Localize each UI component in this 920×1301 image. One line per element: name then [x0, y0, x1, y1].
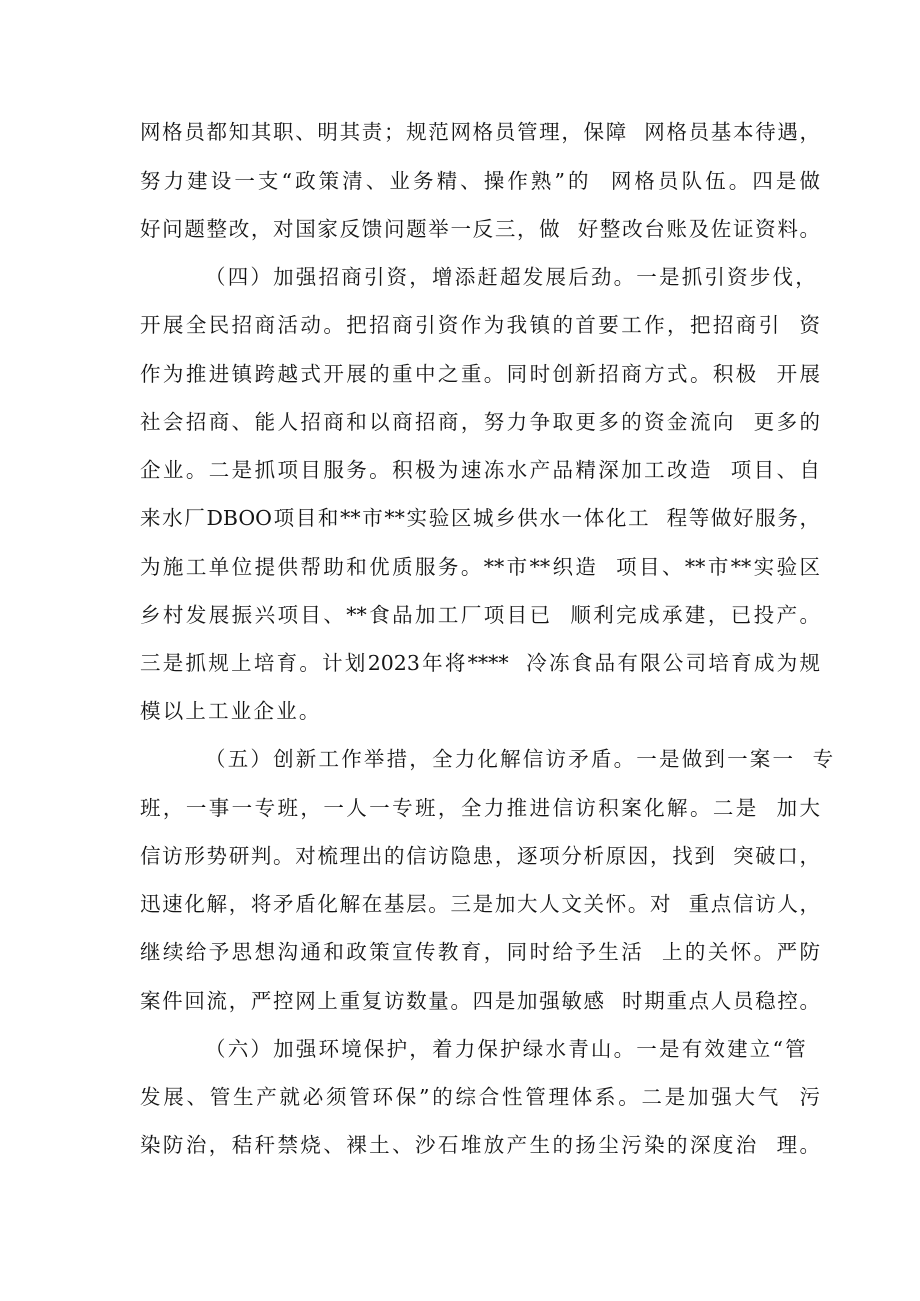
text-line: 染防治，秸秆禁烧、裸土、沙石堆放产生的扬尘污染的深度治 理。	[140, 1133, 820, 1157]
text-line: 为施工单位提供帮助和优质服务。**市**织造 项目、**市**实验区	[140, 555, 820, 579]
text-line: 班，一事一专班，一人一专班，全力推进信访积案化解。二是 加大	[140, 796, 820, 820]
section-heading-line: （六）加强环境保护，着力保护绿水青山。一是有效建立“管	[205, 1037, 808, 1061]
text-line: 模以上工业企业。	[140, 699, 322, 723]
text-line: 乡村发展振兴项目、**食品加工厂项目已 顺利完成承建，已投产。	[140, 603, 820, 627]
text-line: 信访形势研判。对梳理出的信访隐患，逐项分析原因，找到 突破口，	[140, 844, 820, 868]
text-line: 网格员都知其职、明其责；规范网格员管理，保障 网格员基本待遇，	[140, 120, 820, 144]
section-heading-line: （五）创新工作举措，全力化解信访矛盾。一是做到一案一 专	[205, 747, 836, 771]
text-line: 三是抓规上培育。计划2023年将**** 冷冻食品有限公司培育成为规	[140, 651, 820, 675]
text-line: 案件回流，严控网上重复访数量。四是加强敏感 时期重点人员稳控。	[140, 989, 820, 1013]
section-heading-line: （四）加强招商引资，增添赶超发展后劲。一是抓引资步伐，	[205, 265, 818, 289]
text-line: 继续给予思想沟通和政策宣传教育，同时给予生活 上的关怀。严防	[140, 940, 820, 964]
text-line: 好问题整改，对国家反馈问题举一反三，做 好整改台账及佐证资料。	[140, 217, 820, 241]
text-line: 开展全民招商活动。把招商引资作为我镇的首要工作，把招商引 资	[140, 313, 820, 337]
text-line: 迅速化解，将矛盾化解在基层。三是加大人文关怀。对 重点信访人，	[140, 892, 820, 916]
text-line: 来水厂DBOO项目和**市**实验区城乡供水一体化工 程等做好服务，	[140, 506, 820, 530]
text-line: 社会招商、能人招商和以商招商，努力争取更多的资金流向 更多的	[140, 410, 820, 434]
text-line: 努力建设一支“政策清、业务精、操作熟”的 网格员队伍。四是做	[140, 169, 820, 193]
text-line: 企业。二是抓项目服务。积极为速冻水产品精深加工改造 项目、自	[140, 458, 820, 482]
text-line: 发展、管生产就必须管环保”的综合性管理体系。二是加强大气 污	[140, 1085, 820, 1109]
text-line: 作为推进镇跨越式开展的重中之重。同时创新招商方式。积极 开展	[140, 362, 820, 386]
